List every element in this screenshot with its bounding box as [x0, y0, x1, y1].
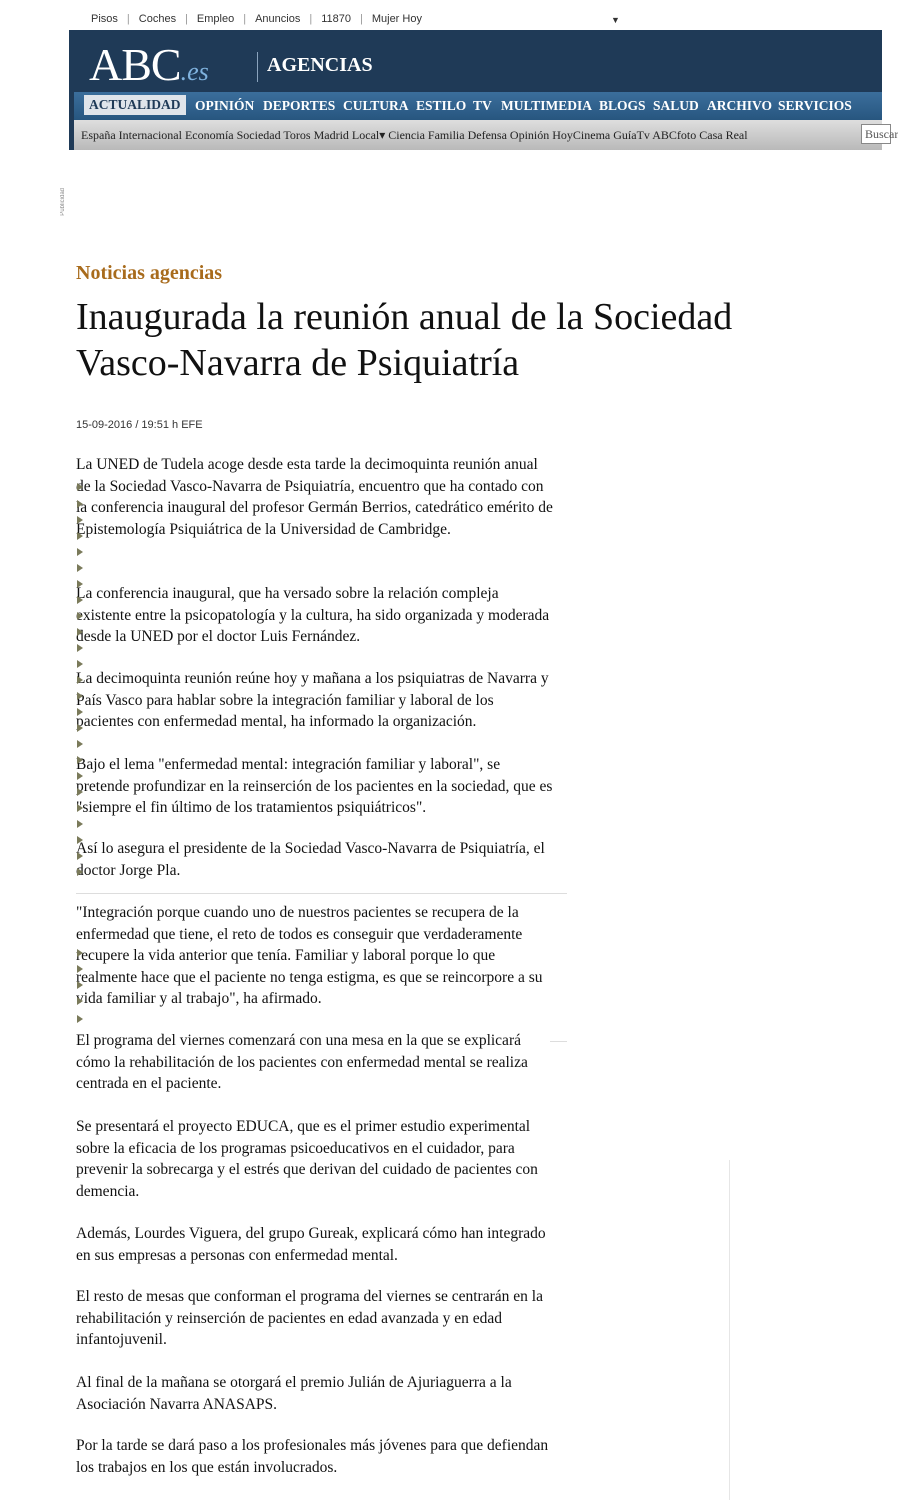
subnav-abcfoto[interactable]: ABCfoto [652, 128, 697, 142]
article-dateline: 15-09-2016 / 19:51 h EFE [76, 419, 203, 431]
bullet-arrow-icon [77, 756, 83, 764]
bullet-arrow-icon [77, 580, 83, 588]
bullet-arrow-icon [77, 500, 83, 508]
bullet-arrow-icon [77, 612, 83, 620]
bullet-arrow-icon [77, 804, 83, 812]
top-link-anuncios[interactable]: Anuncios [255, 13, 301, 25]
bullet-arrow-icon [77, 772, 83, 780]
search-input[interactable]: Buscar [861, 124, 891, 144]
nav-salud[interactable]: SALUD [653, 98, 699, 113]
bullet-arrow-icon [77, 724, 83, 732]
subnav-familia[interactable]: Familia [427, 128, 465, 142]
bullet-arrow-icon [77, 532, 83, 540]
subnav-sociedad[interactable]: Sociedad [236, 128, 281, 142]
bullet-arrow-icon [77, 660, 83, 668]
nav-deportes[interactable]: DEPORTES [263, 98, 336, 113]
bullet-arrow-icon [77, 981, 83, 989]
nav-tv[interactable]: TV [473, 98, 492, 113]
subnav-defensa[interactable]: Defensa [467, 128, 507, 142]
nav-archivo[interactable]: ARCHIVO [707, 98, 772, 113]
article-kicker[interactable]: Noticias agencias [76, 262, 223, 284]
top-links: Pisos | Coches | Empleo | Anuncios | 11870 | Mujer Hoy [82, 13, 431, 25]
bullet-arrow-icon [77, 740, 83, 748]
bullet-arrow-icon [77, 676, 83, 684]
subnav-espana[interactable]: España [81, 128, 116, 142]
bullet-arrow-icon [77, 820, 83, 828]
article-paragraph: Bajo el lema "enfermedad mental: integración familiar y laboral", se pretende profundizar en la reinserción de los pacientes en la sociedad, que es "siempre el fin último de los tratamientos psiquiátricos". [76, 756, 553, 816]
nav-estilo[interactable]: ESTILO [416, 98, 467, 113]
article-paragraph: La conferencia inaugural, que ha versado sobre la relación compleja existente entre la psicopatología y la cultura, ha sido organizada y moderada desde la UNED por el doctor Luis Fernández. [76, 585, 550, 645]
sub-nav-items [81, 128, 748, 143]
site-header [69, 30, 898, 150]
divider-rule [550, 1041, 567, 1042]
column-divider [729, 1160, 730, 1500]
ad-label: Publicidad [60, 188, 66, 216]
bullet-arrow-icon [77, 836, 83, 844]
article-paragraph: El programa del viernes comenzará con una mesa en la que se explicará cómo la rehabilitación de los pacientes con enfermedad mental se realiza centrada en el paciente. [76, 1032, 528, 1092]
subnav-hoycinema[interactable]: HoyCinema [552, 128, 611, 142]
bullet-arrow-icon [77, 692, 83, 700]
article-paragraph: Además, Lourdes Viguera, del grupo Gureak, explicará cómo han integrado en sus empresas a personas con enfermedad mental. [76, 1225, 546, 1264]
article-paragraph: "Integración porque cuando uno de nuestros pacientes se recupera de la enfermedad que tiene, el reto de todos es conseguir que verdaderamente recupere la vida anterior que tenía. Familiar y laboral porque lo que realmente hace que el paciente no tenga estigma, es que se reincorpore a su vida familiar y al trabajo", ha afirmado. [76, 904, 543, 1007]
article-paragraph: La decimoquinta reunión reúne hoy y mañana a los psiquiatras de Navarra y País Vasco para hablar sobre la integración familiar y laboral de los pacientes con enfermedad mental, ha informado la organización. [76, 670, 549, 730]
nav-opinion[interactable]: OPINIÓN [195, 98, 255, 113]
bullet-arrow-icon [77, 596, 83, 604]
bullet-arrow-icon [77, 564, 83, 572]
main-nav [74, 92, 882, 120]
sub-nav [74, 120, 898, 150]
top-link-empleo[interactable]: Empleo [196, 13, 235, 25]
bullet-arrow-icon [77, 548, 83, 556]
nav-blogs[interactable]: BLOGS [599, 98, 646, 113]
top-link-coches[interactable]: Coches [138, 13, 177, 25]
subnav-guiatv[interactable]: GuíaTv [613, 128, 650, 142]
nav-multimedia[interactable]: MULTIMEDIA [501, 98, 593, 113]
subnav-local[interactable]: Local▾ [351, 128, 386, 142]
subnav-opinion[interactable]: Opinión [509, 128, 550, 142]
top-link-11870[interactable]: 11870 [321, 13, 351, 25]
article-paragraph: El resto de mesas que conforman el programa del viernes se centrarán en la rehabilitación y reinserción de pacientes en edad avanzada y en edad infantojuvenil. [76, 1288, 543, 1348]
bullet-arrow-icon [77, 949, 83, 957]
nav-actualidad[interactable]: ACTUALIDAD [84, 95, 186, 115]
top-link-mujer-hoy[interactable]: Mujer Hoy [371, 13, 422, 25]
bullet-arrow-icon [77, 483, 83, 491]
article-paragraph: Al final de la mañana se otorgará el premio Julián de Ajuriaguerra a la Asociación Navarra ANASAPS. [76, 1374, 512, 1413]
section-title[interactable]: AGENCIAS [267, 54, 373, 76]
top-link-pisos[interactable]: Pisos [91, 13, 118, 25]
article-paragraph: Por la tarde se dará paso a los profesionales más jóvenes para que defiendan los trabajos en los que están involucrados. [76, 1437, 549, 1476]
bullet-arrow-icon [77, 965, 83, 973]
article-paragraph: La UNED de Tudela acoge desde esta tarde la decimoquinta reunión anual de la Sociedad Vasco-Navarra de Psiquiatría, encuentro que ha contado con la conferencia inaugural del profesor Germán Berrios, catedrático emérito de Epistemología Psiquiátrica de la Universidad de Cambridge. [76, 456, 553, 538]
subnav-toros[interactable]: Toros [283, 128, 311, 142]
article-paragraph: Se presentará el proyecto EDUCA, que es el primer estudio experimental sobre la eficacia de los programas psicoeducativos en el cuidador, para prevenir la sobrecarga y el estrés que derivan del cuidado de pacientes con demencia. [76, 1118, 538, 1200]
abc-logo[interactable]: ABC.es [89, 39, 209, 90]
nav-servicios[interactable]: SERVICIOS [778, 98, 852, 113]
subnav-economia[interactable]: Economía [184, 128, 234, 142]
bullet-arrow-icon [77, 788, 83, 796]
divider-rule [76, 893, 567, 894]
nav-cultura[interactable]: CULTURA [343, 98, 409, 113]
subnav-internacional[interactable]: Internacional [118, 128, 182, 142]
bullet-arrow-icon [77, 708, 83, 716]
subnav-madrid[interactable]: Madrid [313, 128, 349, 142]
bullet-arrow-icon [77, 868, 83, 876]
logo-divider [257, 52, 258, 82]
subnav-ciencia[interactable]: Ciencia [388, 128, 425, 142]
article-paragraph: Así lo asegura el presidente de la Sociedad Vasco-Navarra de Psiquiatría, el doctor Jorge Pla. [76, 840, 545, 879]
bullet-arrow-icon [77, 852, 83, 860]
bullet-arrow-icon [77, 997, 83, 1005]
bullet-arrow-icon [77, 644, 83, 652]
dropdown-arrow-icon[interactable]: ▼ [611, 15, 620, 25]
bullet-arrow-icon [77, 628, 83, 636]
top-links-bar [0, 10, 660, 30]
bullet-arrow-icon [77, 516, 83, 524]
subnav-casa-real[interactable]: Casa Real [699, 128, 748, 142]
article-headline: Inaugurada la reunión anual de la Sociedad Vasco-Navarra de Psiquiatría [76, 296, 733, 384]
bullet-arrow-icon [77, 1015, 83, 1023]
